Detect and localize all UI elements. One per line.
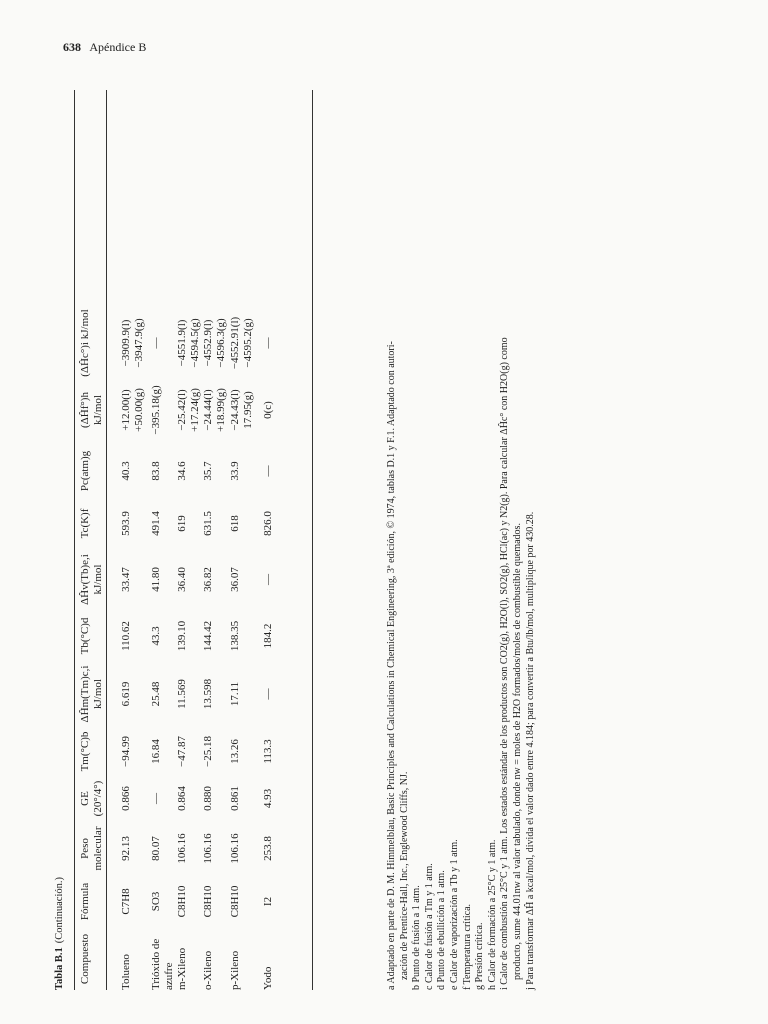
footnote-line: b Punto de fusión a 1 atm. xyxy=(411,885,423,990)
table-cell: C8H10 xyxy=(229,885,241,918)
table-cell: −4595.2(g) xyxy=(242,318,254,368)
table-cell: 36.82 xyxy=(202,567,214,592)
table-cell: 619 xyxy=(176,515,188,532)
table-cell: C8H10 xyxy=(176,885,188,918)
table-cell: 593.9 xyxy=(120,511,132,536)
footnote-line: j Para transformar ΔĤ a kcal/mol, divida el valor dado entre 4.184; para convertir a Btu/lb/mol, multiplique por 430.28. xyxy=(524,511,536,990)
table-cell: 110.62 xyxy=(120,621,132,651)
table-cell: 80.07 xyxy=(150,836,162,861)
column-header: Compuesto xyxy=(79,933,91,985)
footnote-line: d Punto de ebullición a 1 atm. xyxy=(436,870,448,990)
table-cell: −3909.9(l) xyxy=(120,319,132,367)
footnote-line: i Calor de combustión a 25°C y 1 atm. Los estados estándar de los productos son CO2(g), H2O(l), SO2(g), HCl(ac) y N2(g). Para calcular ΔĤc° con H2O(g) como xyxy=(499,337,511,990)
table-bottom-rule xyxy=(312,90,313,990)
table-caption xyxy=(54,877,65,990)
table-cell: +50.00(g) xyxy=(133,388,145,432)
column-header: ΔĤv(Tb)e,i kJ/mol xyxy=(79,554,104,605)
table-cell: +12.00(l) xyxy=(120,389,132,431)
table-cell: 43.3 xyxy=(150,626,162,646)
table-cell: 0.861 xyxy=(229,786,241,811)
column-header: Tm(°C)b xyxy=(79,731,91,772)
table-cell: 106.16 xyxy=(176,833,188,864)
table-cell: — xyxy=(262,688,274,700)
table-cell: C8H10 xyxy=(202,885,214,918)
table-cell: 138.35 xyxy=(229,620,241,652)
table-cell: −4551.9(l) xyxy=(176,319,188,367)
table-cell: C7H8 xyxy=(120,888,132,915)
table-cell: 618 xyxy=(229,515,241,532)
table-header-rule xyxy=(106,90,107,990)
table-cell: 35.7 xyxy=(202,461,214,481)
table-cell: 106.16 xyxy=(202,833,214,864)
table-cell: 13.26 xyxy=(229,739,241,764)
column-header: GE (20°/4°) xyxy=(79,780,104,817)
table-cell: 92.13 xyxy=(120,836,132,861)
table-cell: o-Xileno xyxy=(202,950,214,990)
table-cell: 25.48 xyxy=(150,681,162,707)
table-cell: — xyxy=(150,337,162,349)
footnotes xyxy=(386,90,537,990)
column-header: Pc(atm)g xyxy=(79,450,91,492)
table-cell: 13.598 xyxy=(202,678,214,710)
footnote-line: producto, sume 44.01nw al valor tabulado, donde nw = moles de H2O formados/moles de combustible quemados. xyxy=(511,523,523,980)
table-cell: 41.80 xyxy=(150,567,162,592)
column-header: Tb(°C)d xyxy=(79,617,91,655)
column-header: Tc(K)f xyxy=(79,508,91,539)
table-cell: −4594.5(g) xyxy=(189,318,201,368)
table-top-rule xyxy=(74,90,75,990)
table-cell: — xyxy=(262,465,274,477)
table-cell: 11.569 xyxy=(176,679,188,709)
table-caption-text: (Continuación.) xyxy=(54,876,65,944)
column-header: Fórmula xyxy=(79,882,91,921)
table-cell: 144.42 xyxy=(202,620,214,652)
table-cell: 253.8 xyxy=(262,836,274,861)
table-cell: −24.43(l) xyxy=(229,389,241,431)
table-cell: −25.42(l) xyxy=(176,389,188,431)
column-header: (ΔĤf°)h kJ/mol xyxy=(79,392,104,428)
table-cell: 40.3 xyxy=(120,461,132,481)
table-cell: SO3 xyxy=(150,891,162,912)
footnote-line: e Calor de vaporización a Tb y 1 atm. xyxy=(448,839,460,990)
table-cell: 83.8 xyxy=(150,461,162,481)
table-cell: 113.3 xyxy=(262,739,274,764)
table-cell: 631.5 xyxy=(202,511,214,536)
table-cell: 139.10 xyxy=(176,620,188,652)
table-cell: 0(c) xyxy=(262,401,274,419)
footnote-line: g Presión crítica. xyxy=(474,922,486,990)
table-cell: −4596.3(g) xyxy=(215,318,227,368)
footnote-line: h Calor de formación a 25°C y 1 atm. xyxy=(486,839,498,990)
footnote-line: zación de Prentice-Hall, Inc., Englewood Cliffs, NJ. xyxy=(398,771,410,980)
table-cell: 6.619 xyxy=(120,681,132,707)
table-cell: −4552.91(l) xyxy=(229,316,241,370)
table-cell: — xyxy=(150,793,162,804)
table-cell: 34.6 xyxy=(176,461,188,481)
table-cell: — xyxy=(262,574,274,585)
table-cell: −24.44(l) xyxy=(202,389,214,431)
table-cell: Trióxido de azufre xyxy=(150,938,175,990)
table-cell: −94.99 xyxy=(120,736,132,767)
table-cell: 826.0 xyxy=(262,511,274,536)
table-cell: 184.2 xyxy=(262,623,274,649)
table-cell: 4.93 xyxy=(262,788,274,809)
table-cell: −3947.9(g) xyxy=(133,318,145,368)
table-cell: +17.24(g) xyxy=(189,388,201,432)
footnote-line: a Adaptado en parte de D. M. Himmelblau, Basic Principles and Calculations in Chemical Engineering, 3ª edición, © 1974, tablas D.1 y F.1. Adaptado con autori- xyxy=(386,341,397,990)
column-header: ΔĤm(Tm)c,i kJ/mol xyxy=(79,665,104,723)
table-cell: I2 xyxy=(262,896,274,907)
table-cell: 36.07 xyxy=(229,567,241,592)
table-cell: — xyxy=(262,337,274,349)
table-cell: 33.47 xyxy=(120,567,132,592)
table-caption-label: Tabla B.1 xyxy=(54,947,65,990)
table-cell: p-Xileno xyxy=(229,950,241,990)
rotated-table-block xyxy=(54,90,536,990)
footnote-line: c Calor de fusión a Tm y 1 atm. xyxy=(423,863,435,990)
table-cell: +18.99(g) xyxy=(215,388,227,432)
table-cell: −47.87 xyxy=(176,736,188,767)
table-cell: 17.11 xyxy=(229,681,241,707)
table-cell: 0.880 xyxy=(202,786,214,811)
page-header xyxy=(63,40,146,55)
table-cell: 36.40 xyxy=(176,567,188,592)
page-header-title: Apéndice B xyxy=(89,40,147,54)
table-cell: m-Xileno xyxy=(176,947,188,990)
table-cell: 33.9 xyxy=(229,461,241,481)
table-cell: −25.18 xyxy=(202,736,214,767)
page-number: 638 xyxy=(63,40,81,54)
column-header: (ΔĤc°)i kJ/mol xyxy=(79,309,91,377)
footnote-line: f Temperatura crítica. xyxy=(461,903,473,990)
column-header: Peso molecular xyxy=(79,826,104,871)
table-cell: −395.18(g) xyxy=(150,385,162,435)
table-cell: 0.866 xyxy=(120,786,132,811)
table-cell: −4552.9(l) xyxy=(202,319,214,367)
table-cell: 16.84 xyxy=(150,739,162,764)
table-cell: 0.864 xyxy=(176,786,188,811)
table-cell: Tolueno xyxy=(120,954,132,990)
table-cell: Yodo xyxy=(262,966,274,990)
table-cell: 17.95(g) xyxy=(242,391,254,429)
table-cell: 491.4 xyxy=(150,511,162,536)
table-cell: 106.16 xyxy=(229,833,241,864)
